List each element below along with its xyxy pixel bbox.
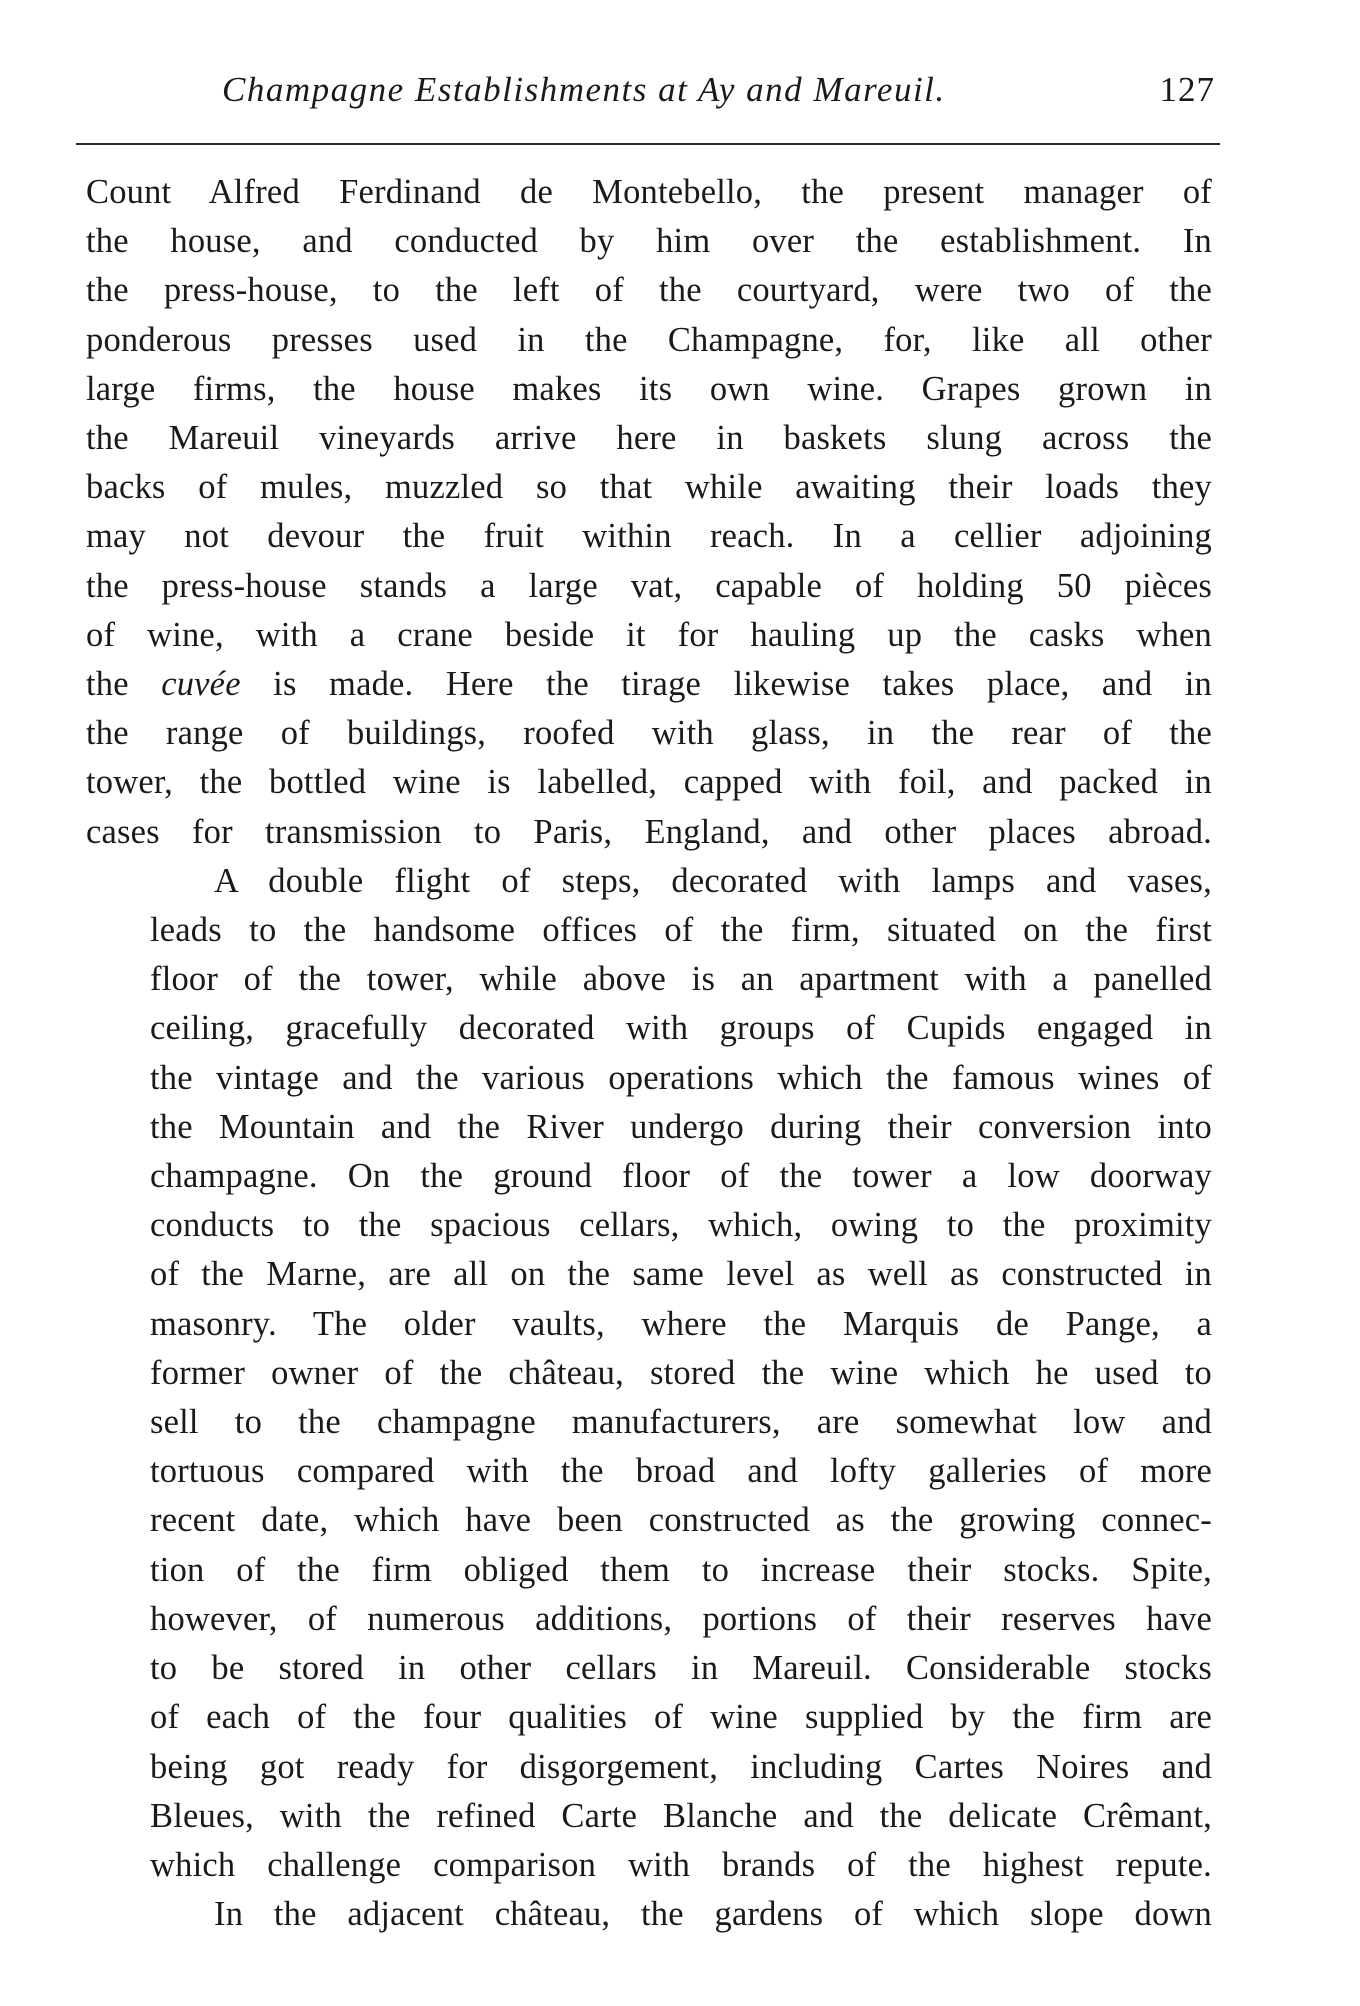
text-line: sell to the champagne manufacturers, are somewhat low and — [150, 1403, 1212, 1442]
text-line: ponderous presses used in the Champagne, for, like all other — [86, 320, 1212, 359]
emphasis: cuvée — [161, 665, 241, 704]
text-line: to be stored in other cellars in Mareuil. Considerable stocks — [150, 1649, 1212, 1688]
text-line: the cuvée is made. Here the tirage likewise takes place, and in — [86, 665, 1212, 704]
text-line: the press-house, to the left of the courtyard, were two of the — [86, 271, 1212, 310]
text-line: champagne. On the ground floor of the tower a low doorway — [150, 1157, 1212, 1196]
header-rule — [76, 143, 1220, 145]
text-line: may not devour the fruit within reach. In a cellier adjoining — [86, 517, 1212, 556]
text-line: the press-house stands a large vat, capable of holding 50 pièces — [86, 566, 1212, 605]
text-line: the Mareuil vineyards arrive here in baskets slung across the — [86, 419, 1212, 458]
body-text — [86, 168, 1212, 1939]
text-line: however, of numerous additions, portions of their reserves have — [150, 1599, 1212, 1638]
text-line: ceiling, gracefully decorated with groups of Cupids engaged in — [150, 1009, 1212, 1048]
text-line: former owner of the château, stored the wine which he used to — [150, 1353, 1212, 1392]
text-line: Bleues, with the refined Carte Blanche and the delicate Crêmant, — [150, 1796, 1212, 1835]
text-line: leads to the handsome offices of the firm, situated on the first — [150, 911, 1212, 950]
text-line: of the Marne, are all on the same level as well as constructed in — [150, 1255, 1212, 1294]
text-line: Count Alfred Ferdinand de Montebello, the present manager of — [86, 173, 1212, 211]
text-line: large firms, the house makes its own wine. Grapes grown in — [86, 369, 1212, 408]
text-line: In the adjacent château, the gardens of which slope down — [214, 1895, 1212, 1934]
page-number: 127 — [1159, 70, 1215, 109]
text-line: the Mountain and the River undergo during their conversion into — [150, 1107, 1212, 1146]
text-line: floor of the tower, while above is an apartment with a panelled — [150, 960, 1212, 999]
text-line: the range of buildings, roofed with glass, in the rear of the — [86, 714, 1212, 753]
text-line: of wine, with a crane beside it for hauling up the casks when — [86, 615, 1212, 654]
text-line: being got ready for disgorgement, including Cartes Noires and — [150, 1747, 1212, 1786]
text-line: backs of mules, muzzled so that while awaiting their loads they — [86, 468, 1212, 507]
text-line: which challenge comparison with brands of the highest repute. — [150, 1845, 1212, 1884]
text-line: the house, and conducted by him over the establishment. In — [86, 222, 1212, 261]
text-line: tortuous compared with the broad and lofty galleries of more — [150, 1452, 1212, 1491]
text-line: of each of the four qualities of wine supplied by the firm are — [150, 1698, 1212, 1737]
running-title: Champagne Establishments at Ay and Mareuil. — [222, 70, 946, 109]
paragraph-2 — [86, 857, 1212, 1890]
text-line: tion of the firm obliged them to increase their stocks. Spite, — [150, 1550, 1212, 1589]
text-line: conducts to the spacious cellars, which, owing to the proximity — [150, 1206, 1212, 1245]
text-line: tower, the bottled wine is labelled, capped with foil, and packed in — [86, 763, 1212, 802]
text-line: recent date, which have been constructed as the growing connec- — [150, 1501, 1212, 1540]
text-line: cases for transmission to Paris, England, and other places abroad. — [86, 812, 1212, 851]
running-header — [82, 70, 1215, 124]
text-line: A double flight of steps, decorated with lamps and vases, — [214, 861, 1212, 900]
text-line: the vintage and the various operations which the famous wines of — [150, 1058, 1212, 1097]
paragraph-1 — [86, 168, 1212, 857]
text-line: masonry. The older vaults, where the Marquis de Pange, a — [150, 1304, 1212, 1343]
paragraph-3 — [86, 1890, 1212, 1939]
